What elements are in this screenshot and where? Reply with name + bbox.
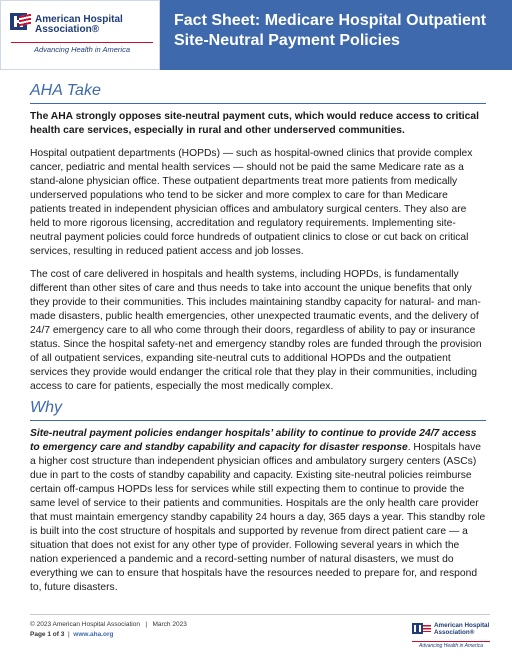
- footer-info: © 2023 American Hospital Association | March 2023 Page 1 of 3 | www.aha.org: [30, 621, 187, 638]
- why-paragraph: [30, 427, 486, 595]
- why-body: . Hospitals have a higher cost structure than independent physician offices and ambulatory surgery centers (ASCs) due in part to the costs of standby capability and capacity. Existing site-neutral policies reimburse certain off-campus HOPDs less for services while still expecting them to continue to provide the same level of service to their patients and communities. Hospitals are the only health care provider that must maintain emergency standby capability 24 hours a day, 365 days a year. This standby role is built into the cost structure of hospitals and supported by revenue from direct patient care — a situation that does not exist for any other type of provider. Following several years in which the nation experienced a pandemic and a record-setting number of natural disasters, we must do everything we can to ensure that hospitals have the resources needed to prepare for, and respond to, future disasters.: [30, 442, 486, 593]
- footer-logo-name: American Hospital Association®: [434, 622, 490, 636]
- flag-icon: [19, 14, 31, 27]
- logo-org-name: American Hospital Association®: [35, 14, 123, 35]
- hospital-h-icon: [412, 623, 423, 634]
- section-heading-aha-take: AHA Take: [30, 80, 486, 104]
- aha-take-paragraph-2: The cost of care delivered in hospitals and health systems, including HOPDs, is fundamentally different than other sites of care and thus needs to take into account the unique benefits that only they provide to their communities. This includes maintaining standby capacity for natural- and man-made disasters, public health emergencies, other unexpected traumatic events, and the delivery of 24/7 emergency care to all who come through their doors, regardless of ability to pay or insurance status. Since the hospital safety-net and emergency standby roles are funded through the provision of all outpatient services, expanding site-neutral cuts to additional HOPDs and the outpatient services they provide would endanger the critical role that they play in their communities, including access to care for patients, especially the most medically complex.: [30, 269, 482, 392]
- page-title: Fact Sheet: Medicare Hospital Outpatient Site-Neutral Payment Policies: [174, 12, 487, 49]
- page-header: [0, 0, 512, 70]
- section-heading-why: Why: [30, 397, 486, 421]
- page-footer: [30, 614, 490, 654]
- logo-tagline: Advancing Health in America: [11, 42, 153, 54]
- main-content: [30, 80, 486, 595]
- publish-date: March 2023: [152, 621, 187, 628]
- website-link[interactable]: www.aha.org: [73, 631, 114, 638]
- why-lead: Site-neutral payment policies endanger hospitals’ ability to continue to provide 24/7 access to emergency care and standby capability and capacity for disaster response: [30, 428, 477, 453]
- flag-icon: [423, 625, 431, 632]
- footer-aha-logo: [412, 621, 490, 655]
- page-number: Page 1 of 3: [30, 631, 65, 638]
- copyright: © 2023 American Hospital Association: [30, 621, 140, 628]
- footer-logo-tagline: Advancing Health in America: [412, 641, 490, 649]
- aha-take-lead: The AHA strongly opposes site-neutral payment cuts, which would reduce access to critical health care services, especially in rural and other underserved communities.: [30, 111, 479, 136]
- aha-take-paragraph-1: Hospital outpatient departments (HOPDs) — such as hospital-owned clinics that provide complex cancer, pediatric and mental health services — should not be paid the same Medicare rate as a stand-alone physician office. These outpatient departments treat more patients from medically underserved populations who tend to be sicker and more complex to care for than Medicare patients treated in independent physician offices and ambulatory surgical centers. They also are held to more rigorous licensing, accreditation and regulatory requirements. Implementing site-neutral payment policies could force hundreds of outpatient clinics to close or cut back on critical services, resulting in reduced patient access and job losses.: [30, 148, 473, 257]
- aha-logo: [0, 0, 160, 70]
- title-banner: [160, 0, 512, 70]
